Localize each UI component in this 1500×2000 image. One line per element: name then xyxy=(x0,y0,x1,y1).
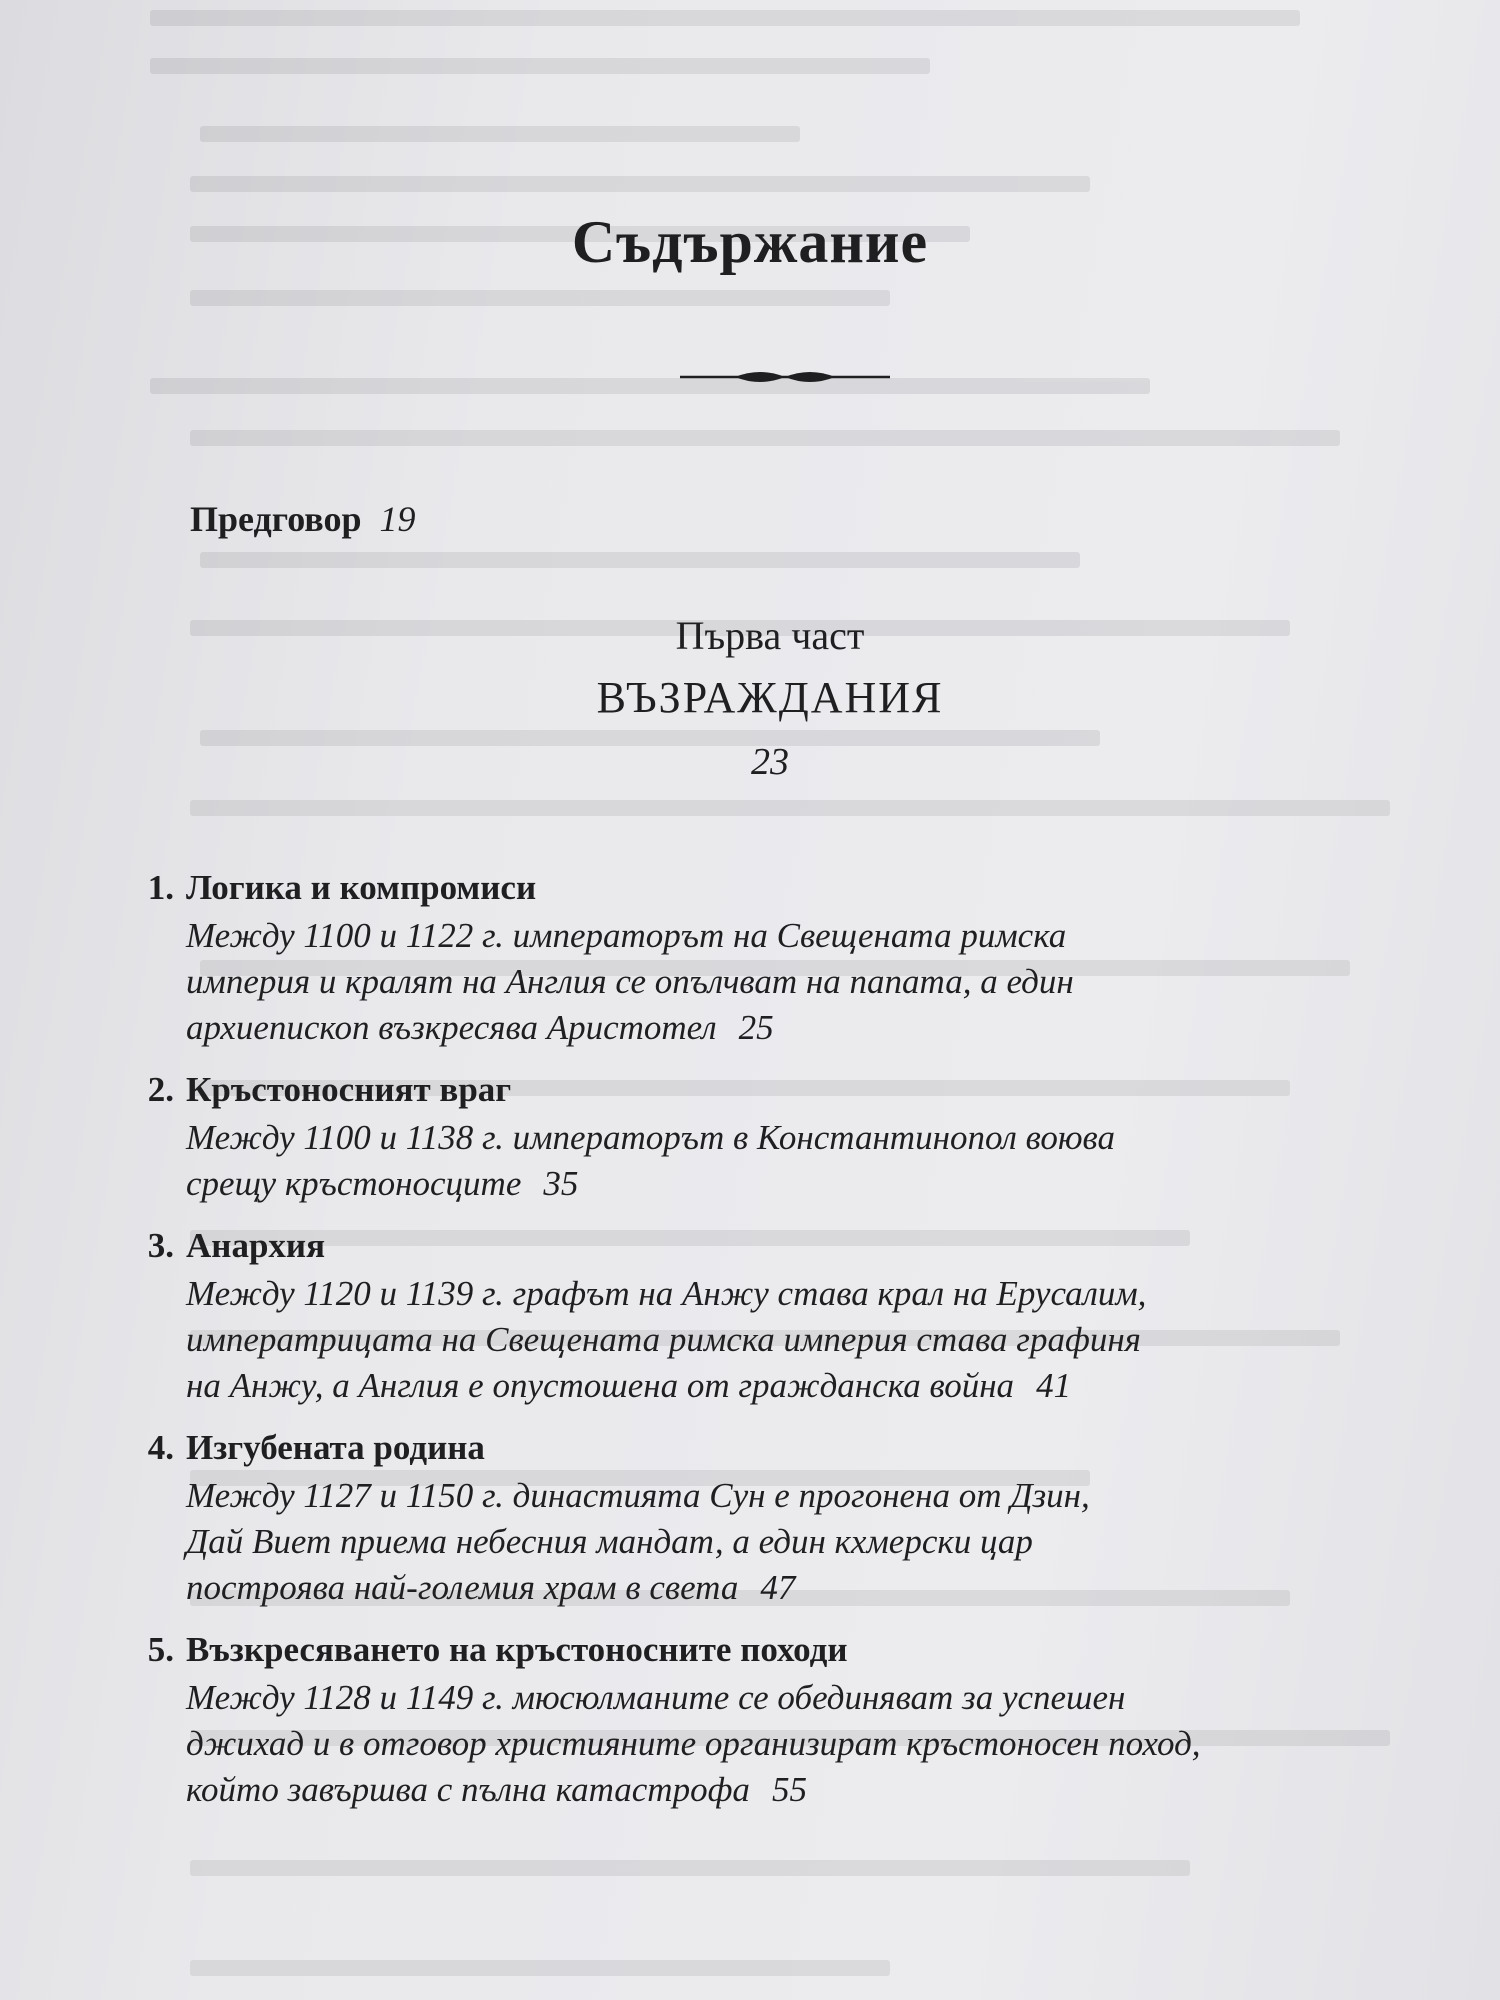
toc-entry[interactable] xyxy=(120,1627,1450,1813)
entry-description-line: империя и кралят на Англия се опълчват на папата, а един xyxy=(186,962,1074,1001)
preface-page-number: 19 xyxy=(379,499,416,539)
toc-entry[interactable] xyxy=(120,865,1450,1051)
entry-title: Възкресяването на кръстоносните походи xyxy=(186,1630,848,1669)
preface-title: Предговор xyxy=(190,499,362,539)
entry-description-line: Дай Виет приема небесния мандат, а един кхмерски цар xyxy=(186,1522,1033,1561)
entry-page-number: 35 xyxy=(543,1164,579,1203)
entry-description xyxy=(186,1271,1450,1409)
entry-page-number: 25 xyxy=(738,1008,774,1047)
entry-description xyxy=(186,1473,1450,1611)
entry-description-line: построява най-големия храм в света xyxy=(186,1568,739,1607)
entry-description-line: Между 1127 и 1150 г. династията Сун е прогонена от Дзин, xyxy=(186,1476,1090,1515)
entry-description-line: Между 1100 и 1122 г. императорът на Свещената римска xyxy=(186,916,1067,955)
entry-number: 5. xyxy=(147,1630,174,1669)
entry-page-number: 41 xyxy=(1036,1366,1072,1405)
entry-description xyxy=(186,1675,1450,1813)
entry-description-line: Между 1100 и 1138 г. императорът в Константинопол воюва xyxy=(186,1118,1115,1157)
toc-heading: Съдържание xyxy=(571,209,929,275)
entry-description-line: срещу кръстоносците xyxy=(186,1164,522,1203)
entry-description-line: императрицата на Свещената римска империя става графиня xyxy=(186,1320,1141,1359)
entry-title: Изгубената родина xyxy=(186,1428,485,1467)
toc-entry[interactable] xyxy=(120,1067,1450,1207)
entry-title: Логика и компромиси xyxy=(186,868,537,907)
entry-description-line: Между 1120 и 1139 г. графът на Анжу става крал на Ерусалим, xyxy=(186,1274,1147,1313)
toc-entries xyxy=(120,865,1450,1829)
toc-entry[interactable] xyxy=(120,1223,1450,1409)
toc-entry[interactable] xyxy=(120,1425,1450,1611)
entry-description-line: на Анжу, а Англия е опустошена от гражданска война xyxy=(186,1366,1015,1405)
part-title: ВЪЗРАЖДАНИЯ xyxy=(596,673,944,722)
entry-description-line: джихад и в отговор християните организират кръстоносен поход, xyxy=(186,1724,1201,1763)
ornament-divider-icon xyxy=(680,362,890,392)
entry-description-line: архиепископ възкресява Аристотел xyxy=(186,1008,717,1047)
entry-page-number: 47 xyxy=(760,1568,796,1607)
preface-entry[interactable] xyxy=(190,498,416,540)
entry-title: Анархия xyxy=(186,1226,326,1265)
entry-number: 4. xyxy=(147,1428,174,1467)
part-label: Първа част xyxy=(675,613,865,658)
entry-description xyxy=(186,913,1450,1051)
entry-page-number: 55 xyxy=(771,1770,807,1809)
entry-description xyxy=(186,1115,1450,1207)
entry-description-line: Между 1128 и 1149 г. мюсюлманите се обединяват за успешен xyxy=(186,1678,1126,1717)
entry-number: 3. xyxy=(147,1226,174,1265)
entry-description-line: който завършва с пълна катастрофа xyxy=(186,1770,750,1809)
entry-title: Кръстоносният враг xyxy=(186,1070,512,1109)
entry-number: 1. xyxy=(147,868,174,907)
part-page-number: 23 xyxy=(751,741,789,783)
entry-number: 2. xyxy=(147,1070,174,1109)
